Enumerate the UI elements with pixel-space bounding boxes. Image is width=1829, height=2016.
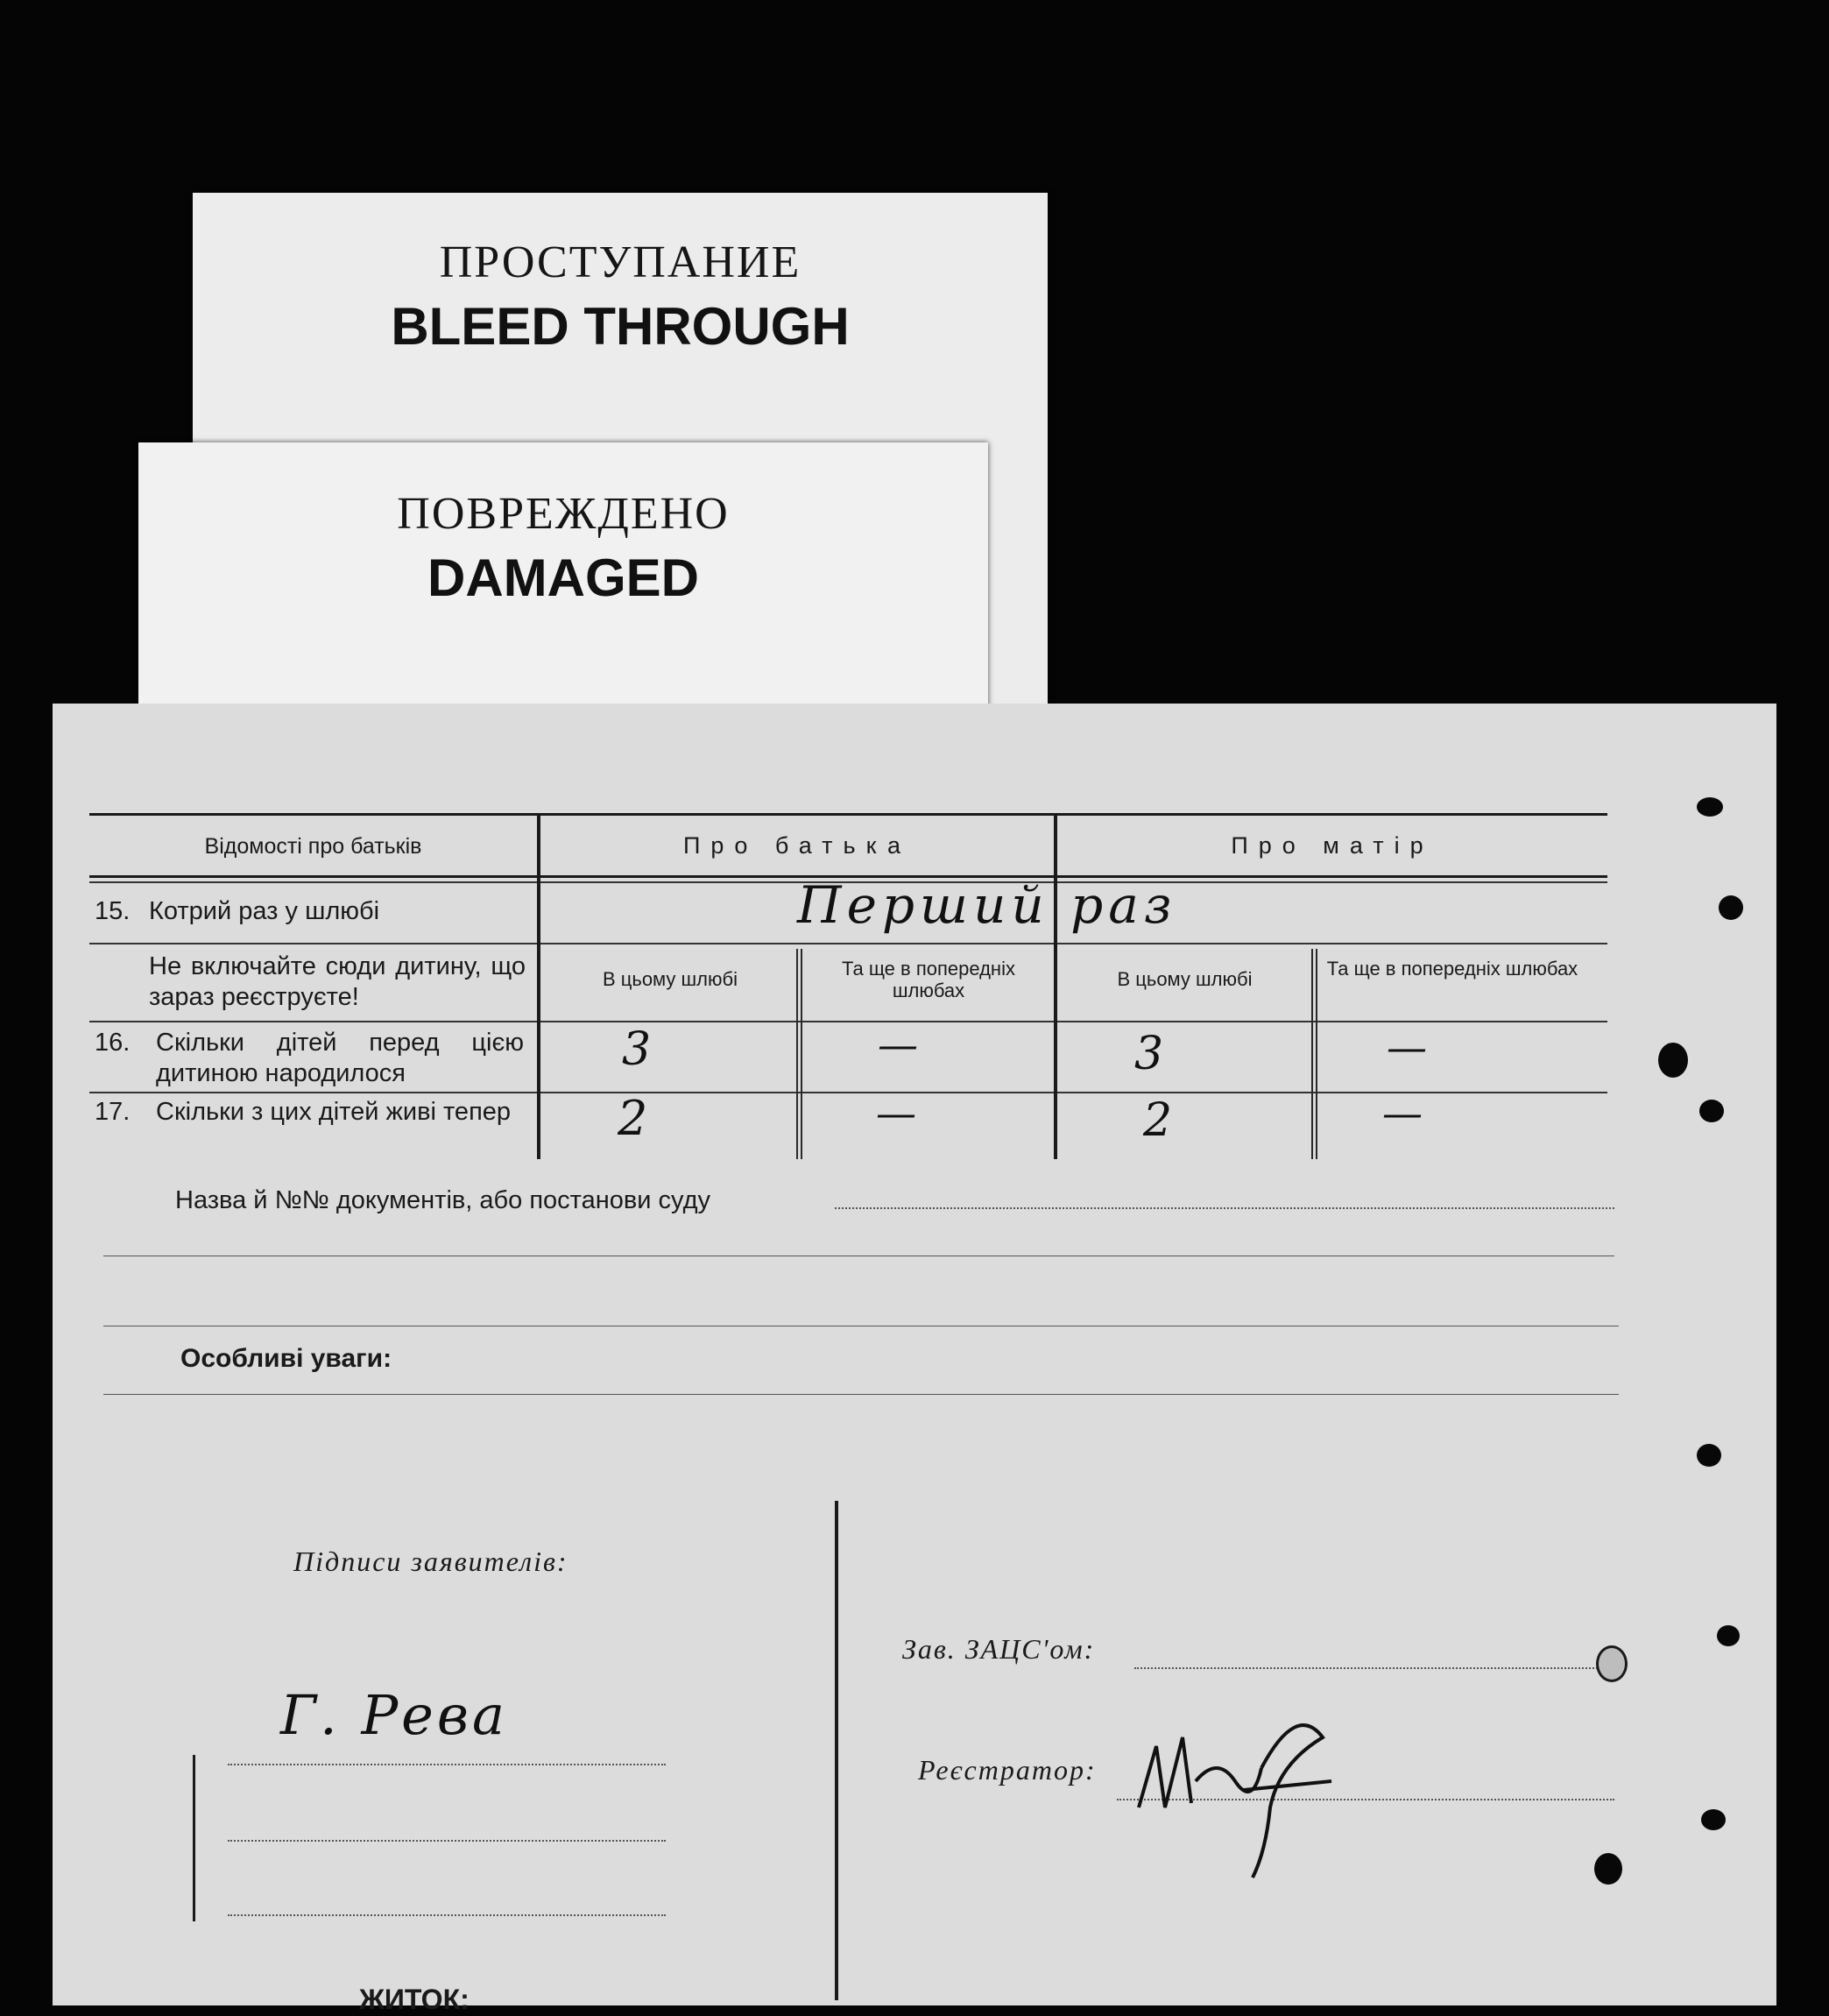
- row15-label: Котрий раз у шлюбі: [149, 897, 380, 925]
- row16-bottom-rule: [89, 1092, 1607, 1093]
- documents-label: Назва й №№ документів, або постанови суду: [175, 1186, 711, 1214]
- binding-hole: [1594, 1853, 1622, 1885]
- signatures-label: Підписи заявителів:: [293, 1546, 568, 1577]
- signature-line-2: [228, 1840, 666, 1842]
- sub-father-prev: Та ще в попередніх шлюбах: [842, 958, 1015, 1002]
- head-line: [1134, 1667, 1614, 1669]
- row15-number: 15.: [95, 897, 131, 925]
- documents-line-1: [835, 1207, 1614, 1209]
- row16-mother-prev: —: [1387, 1023, 1427, 1071]
- binding-hole: [1699, 1100, 1724, 1122]
- col-divider-father-sub-2: [801, 949, 802, 1159]
- header-father: Про батька: [682, 832, 912, 859]
- binding-hole: [1697, 1444, 1721, 1467]
- row16-label: Скільки дітей перед цією дитиною народилося: [156, 1029, 524, 1087]
- row17-mother-this: 2: [1143, 1094, 1173, 1147]
- header-mother: Про матір: [1231, 832, 1434, 859]
- row17-number: 17.: [95, 1098, 131, 1126]
- col-divider-info: [537, 813, 540, 1159]
- notes-label: Особливі уваги:: [180, 1344, 392, 1373]
- col-divider-mother-sub-2: [1316, 949, 1317, 1159]
- col-divider-father-sub: [796, 949, 798, 1159]
- row16-number: 16.: [95, 1029, 131, 1057]
- row17-father-prev: —: [876, 1089, 916, 1136]
- row16-father-prev: —: [878, 1021, 918, 1068]
- row16-father-this: 3: [622, 1023, 652, 1076]
- registrar-label: Реєстратор:: [918, 1754, 1097, 1786]
- header-parents-info: Відомості про батьків: [204, 834, 422, 859]
- sub-mother-this: В цьому шлюбі: [1117, 968, 1253, 990]
- form-sheet: [53, 704, 1776, 2015]
- row15-bottom-rule: [89, 943, 1607, 944]
- col-divider-parents: [1054, 813, 1057, 1159]
- sub-mother-prev: Та ще в попередніх шлюбах: [1326, 958, 1578, 980]
- row17-father-this: 2: [618, 1091, 648, 1146]
- binding-hole: [1717, 1625, 1740, 1646]
- damaged-en: DAMAGED: [427, 548, 699, 607]
- note-bottom-rule: [89, 1021, 1607, 1022]
- signature-divider: [835, 1501, 838, 2000]
- note-exclude-child: Не включайте сюди дитину, що зараз реєструєте!: [149, 952, 526, 1011]
- damaged-card: [138, 442, 988, 714]
- binding-hole: [1697, 797, 1723, 817]
- bottom-cut-text: ЖИТОК:: [359, 1984, 470, 2015]
- row17-label: Скільки з цих дітей живі тепер: [156, 1098, 512, 1126]
- binding-hole: [1596, 1645, 1628, 1682]
- binding-hole: [1658, 1043, 1688, 1078]
- binding-hole: [1701, 1809, 1726, 1830]
- head-label: Зав. ЗАЦС'ом:: [902, 1633, 1096, 1665]
- signature-line-3: [228, 1914, 666, 1916]
- table-top-rule: [89, 813, 1607, 816]
- row17-mother-prev: —: [1382, 1089, 1423, 1136]
- binding-hole: [1719, 895, 1743, 920]
- registrar-signature: [1121, 1685, 1384, 1886]
- bleed-through-en: BLEED THROUGH: [391, 297, 850, 356]
- notes-line: [103, 1394, 1619, 1395]
- applicant-signature: Г. Рева: [280, 1683, 508, 1747]
- damaged-ru: ПОВРЕЖДЕНО: [397, 489, 730, 539]
- bleed-through-ru: ПРОСТУПАНИЕ: [439, 237, 802, 287]
- signature-bracket: [193, 1755, 204, 1921]
- col-divider-mother-sub: [1311, 949, 1313, 1159]
- sub-father-this: В цьому шлюбі: [602, 968, 738, 990]
- row16-mother-this: 3: [1134, 1028, 1164, 1080]
- signature-line-1: [228, 1764, 666, 1765]
- row15-answer: Перший раз: [797, 875, 1177, 935]
